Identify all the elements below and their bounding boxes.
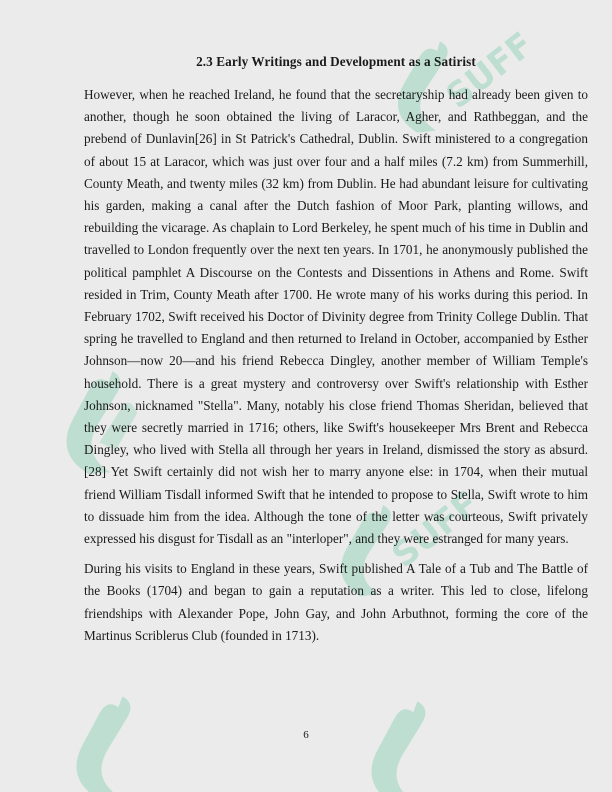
watermark-logo-bottom-right: [360, 700, 490, 792]
page-content: [84, 54, 588, 647]
watermark-text: SUFF: [438, 24, 541, 117]
page-number: 6: [303, 729, 309, 741]
watermark-text: SUFF: [384, 483, 487, 577]
body-paragraph: During his visits to England in these years, Swift published A Tale of a Tub and The Battle of the Books (1704) and began to gain a reputation as a writer. This led to close, lifelong friendships with Alexander Pope, John Gay, and John Arbuthnot, forming the core of the Martinus Scriblerus Club (founded in 1713).: [84, 561, 588, 643]
watermark-logo-bottom-left: [70, 690, 190, 792]
section-heading: 2.3 Early Writings and Development as a Satirist: [196, 54, 476, 69]
body-paragraph: However, when he reached Ireland, he found that the secretaryship had already been given to another, though he soon obtained the living of Laracor, Agher, and Rathbeggan, and the prebend of Dunlavin[26] in St Patrick's Cathedral, Dublin. Swift ministered to a congregation of about 15 at Laracor, which was just over four and a half miles (7.2 km) from Summerhill, County Meath, and twenty miles (32 km) from Dublin. He had abundant leisure for cultivating his garden, making a canal after the Dutch fashion of Moor Park, planting willows, and rebuilding the vicarage. As chaplain to Lord Berkeley, he spent much of his time in Dublin and travelled to London frequently over the next ten years. In 1701, he anonymously published the political pamphlet A Discourse on the Contests and Dissentions in Athens and Rome. Swift resided in Trim, County Meath after 1700. He wrote many of his works during this period. In February 1702, Swift received his Doctor of Divinity degree from Trinity College Dublin. That spring he travelled to England and then returned to Ireland in October, accompanied by Esther Johnson—now 20—and his friend Rebecca Dingley, another member of William Temple's household. There is a great mystery and controversy over Swift's relationship with Esther Johnson, nicknamed "Stella". Many, notably his close friend Thomas Sheridan, believed that they were secretly married in 1716; others, like Swift's housekeeper Mrs Brent and Rebecca Dingley, who lived with Stella all through her years in Ireland, dismissed the story as absurd.[28] Yet Swift certainly did not wish her to marry anyone else: in 1704, when their mutual friend William Tisdall informed Swift that he intended to propose to Stella, Swift wrote to him to dissuade him from the idea. Although the tone of the letter was courteous, Swift privately expressed his disgust for Tisdall as an "interloper", and they were estranged for many years.: [84, 87, 588, 547]
